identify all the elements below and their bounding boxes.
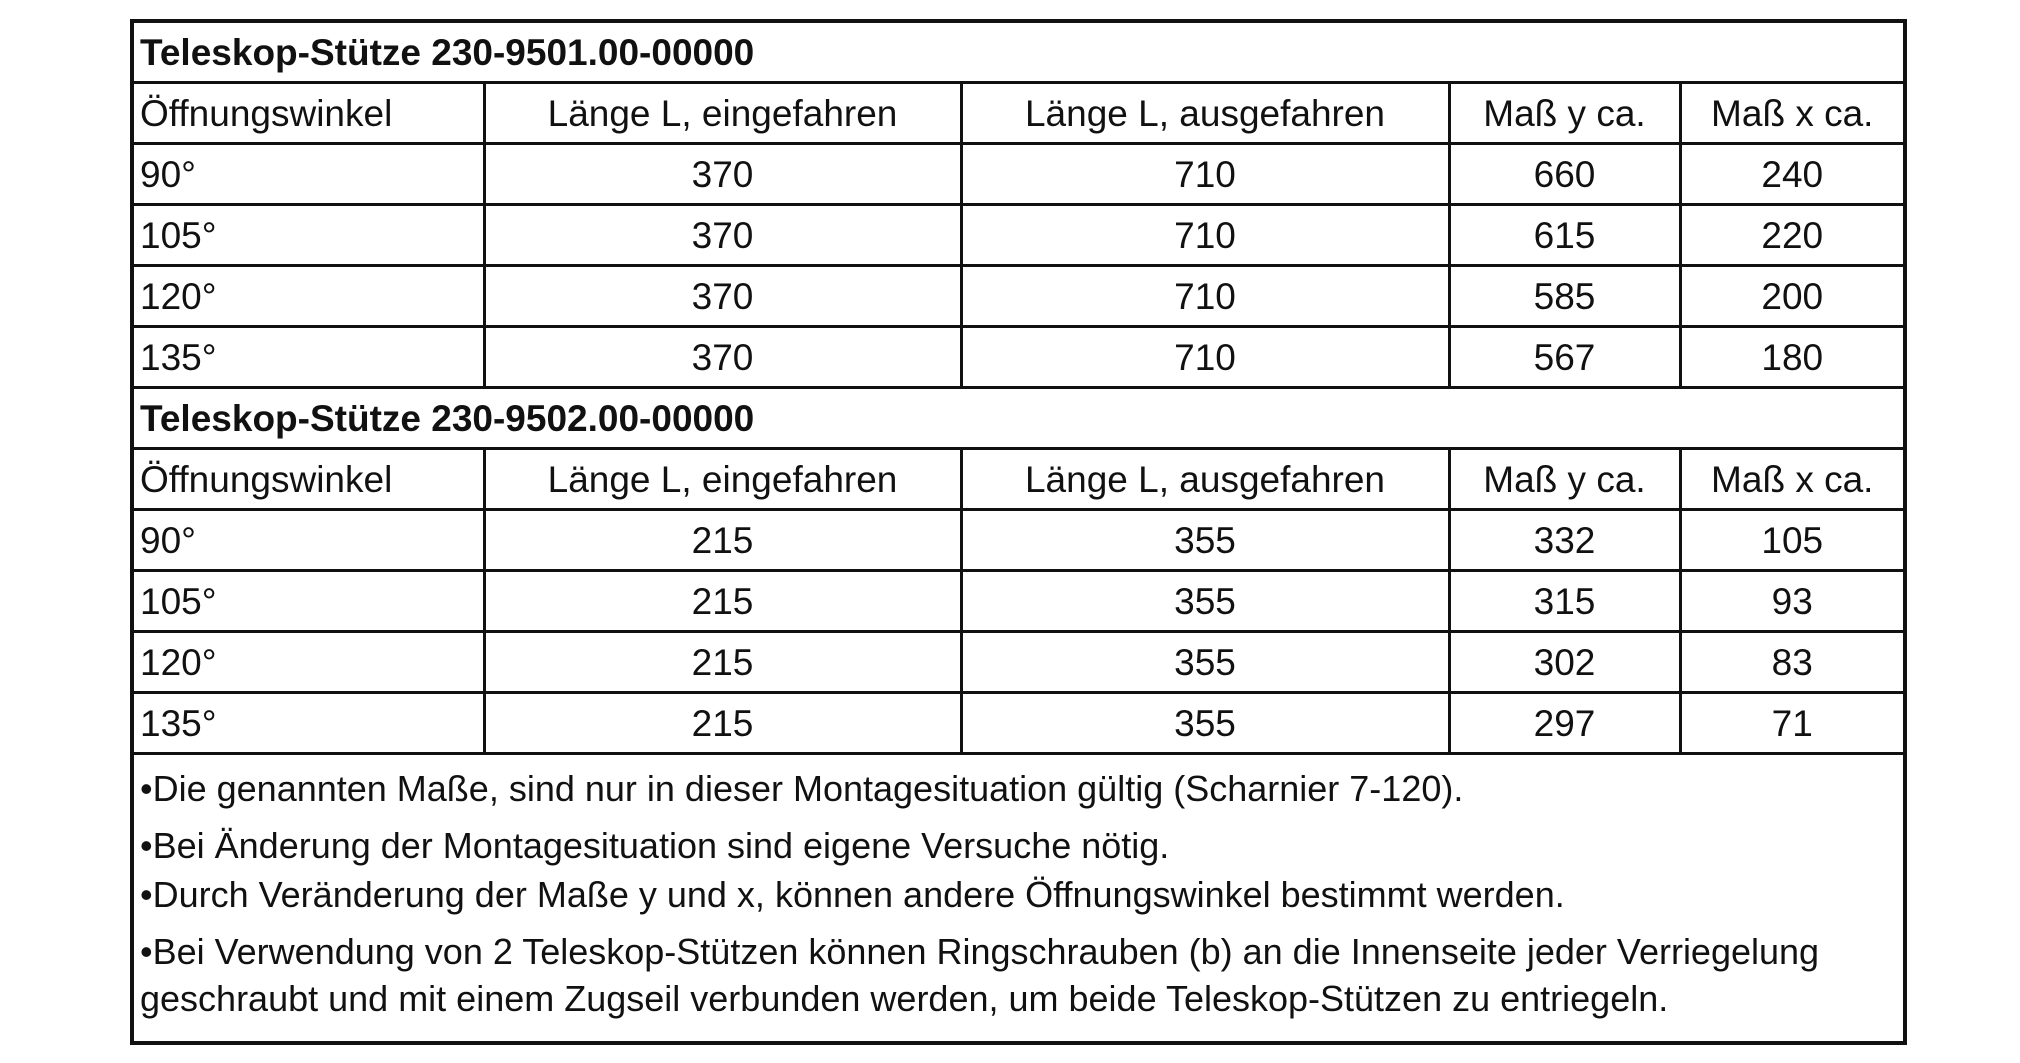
cell-retracted: 370 [484, 144, 961, 205]
cell-angle: 120° [134, 266, 484, 327]
cell-retracted: 215 [484, 571, 961, 632]
header-row [134, 449, 1903, 510]
table-row [134, 327, 1903, 388]
note-item: •Bei Änderung der Montagesituation sind eigene Versuche nötig. [140, 825, 1170, 866]
header-x: Maß x ca. [1680, 449, 1903, 510]
header-y: Maß y ca. [1449, 449, 1680, 510]
cell-extended: 355 [961, 632, 1449, 693]
cell-retracted: 215 [484, 693, 961, 754]
cell-extended: 710 [961, 266, 1449, 327]
cell-y: 315 [1449, 571, 1680, 632]
cell-angle: 90° [134, 510, 484, 571]
cell-extended: 710 [961, 144, 1449, 205]
table-row [134, 266, 1903, 327]
table-row [134, 632, 1903, 693]
spec-sheet [130, 19, 1907, 1045]
cell-retracted: 215 [484, 510, 961, 571]
cell-retracted: 370 [484, 266, 961, 327]
table-row [134, 571, 1903, 632]
cell-y: 585 [1449, 266, 1680, 327]
cell-x: 105 [1680, 510, 1903, 571]
cell-y: 660 [1449, 144, 1680, 205]
note-item: •Die genannten Maße, sind nur in dieser Montagesituation gültig (Scharnier 7-120). [140, 768, 1464, 809]
cell-angle: 90° [134, 144, 484, 205]
cell-x: 93 [1680, 571, 1903, 632]
section-title-row [134, 23, 1903, 83]
header-x: Maß x ca. [1680, 83, 1903, 144]
table-row [134, 205, 1903, 266]
header-angle: Öffnungswinkel [134, 449, 484, 510]
cell-angle: 105° [134, 205, 484, 266]
table-row [134, 144, 1903, 205]
cell-y: 297 [1449, 693, 1680, 754]
note-item: •Bei Verwendung von 2 Teleskop-Stützen können Ringschrauben (b) an die Innenseite jeder Verriegelung geschraubt und mit einem Zugseil verbunden werden, um beide Teleskop-Stützen zu entriegeln. [140, 931, 1820, 1019]
cell-extended: 710 [961, 205, 1449, 266]
cell-retracted: 215 [484, 632, 961, 693]
cell-y: 302 [1449, 632, 1680, 693]
section-title: Teleskop-Stütze 230-9502.00-00000 [134, 388, 1903, 449]
table-row [134, 510, 1903, 571]
notes-block [134, 755, 1903, 1030]
cell-x: 180 [1680, 327, 1903, 388]
cell-angle: 105° [134, 571, 484, 632]
spec-table [134, 23, 1903, 755]
cell-x: 200 [1680, 266, 1903, 327]
note-item: •Durch Veränderung der Maße y und x, können andere Öffnungswinkel bestimmt werden. [140, 874, 1565, 915]
cell-y: 332 [1449, 510, 1680, 571]
cell-y: 567 [1449, 327, 1680, 388]
header-extended: Länge L, ausgefahren [961, 449, 1449, 510]
cell-x: 220 [1680, 205, 1903, 266]
cell-retracted: 370 [484, 327, 961, 388]
cell-retracted: 370 [484, 205, 961, 266]
cell-angle: 135° [134, 327, 484, 388]
header-retracted: Länge L, eingefahren [484, 449, 961, 510]
table-row [134, 693, 1903, 754]
cell-x: 71 [1680, 693, 1903, 754]
cell-extended: 355 [961, 571, 1449, 632]
section-title-row [134, 388, 1903, 449]
cell-angle: 135° [134, 693, 484, 754]
cell-extended: 355 [961, 510, 1449, 571]
cell-y: 615 [1449, 205, 1680, 266]
section-title: Teleskop-Stütze 230-9501.00-00000 [134, 23, 1903, 83]
cell-x: 83 [1680, 632, 1903, 693]
header-row [134, 83, 1903, 144]
cell-x: 240 [1680, 144, 1903, 205]
header-y: Maß y ca. [1449, 83, 1680, 144]
cell-angle: 120° [134, 632, 484, 693]
header-angle: Öffnungswinkel [134, 83, 484, 144]
header-extended: Länge L, ausgefahren [961, 83, 1449, 144]
cell-extended: 710 [961, 327, 1449, 388]
header-retracted: Länge L, eingefahren [484, 83, 961, 144]
cell-extended: 355 [961, 693, 1449, 754]
